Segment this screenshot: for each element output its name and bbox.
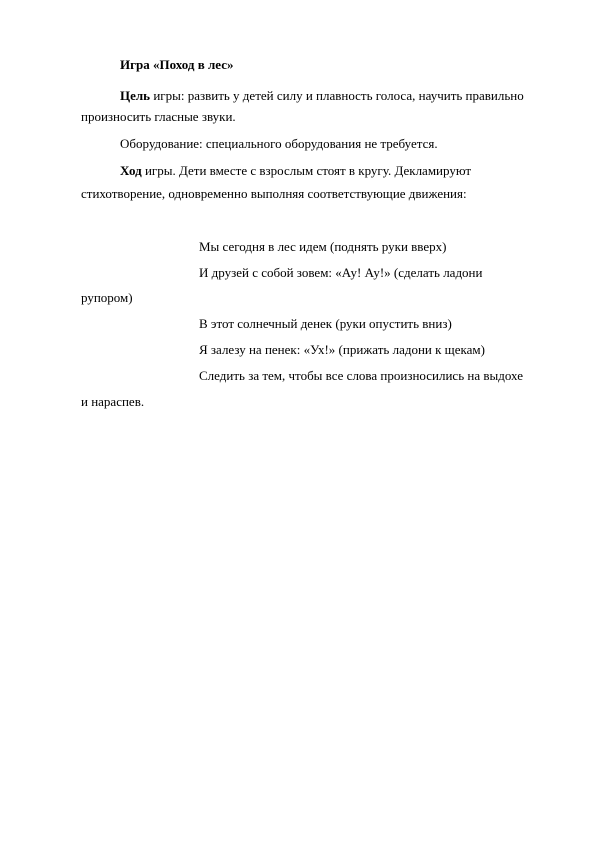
goal-text: игры: развить у детей силу и плавность голоса, научить правильно	[150, 88, 524, 103]
course-paragraph-line-1	[120, 162, 471, 180]
note-paragraph-line-1: Следить за тем, чтобы все слова произносились на выдохе	[199, 368, 523, 383]
note-paragraph-line-2: и нараспев.	[81, 394, 145, 409]
goal-paragraph-line-1	[120, 87, 524, 105]
poem-line: Я залезу на пенек: «Ух!» (прижать ладони к щекам)	[199, 342, 485, 357]
poem-line: Мы сегодня в лес идем (поднять руки вверх)	[199, 239, 447, 254]
goal-label: Цель	[120, 88, 151, 103]
course-paragraph-line-2: стихотворение, одновременно выполняя соответствующие движения:	[81, 186, 467, 201]
equipment-paragraph: Оборудование: специального оборудования не требуется.	[120, 136, 438, 151]
document-title: Игра «Поход в лес»	[120, 57, 234, 72]
poem-line: В этот солнечный денек (руки опустить вниз)	[199, 316, 452, 331]
poem-line: рупором)	[81, 290, 133, 305]
course-label: Ход	[120, 163, 142, 178]
poem-line: И друзей с собой зовем: «Ау! Ау!» (сделать ладони	[199, 265, 483, 280]
course-text: игры. Дети вместе с взрослым стоят в кругу. Декламируют	[141, 163, 472, 178]
goal-paragraph-line-2: произносить гласные звуки.	[81, 109, 236, 124]
